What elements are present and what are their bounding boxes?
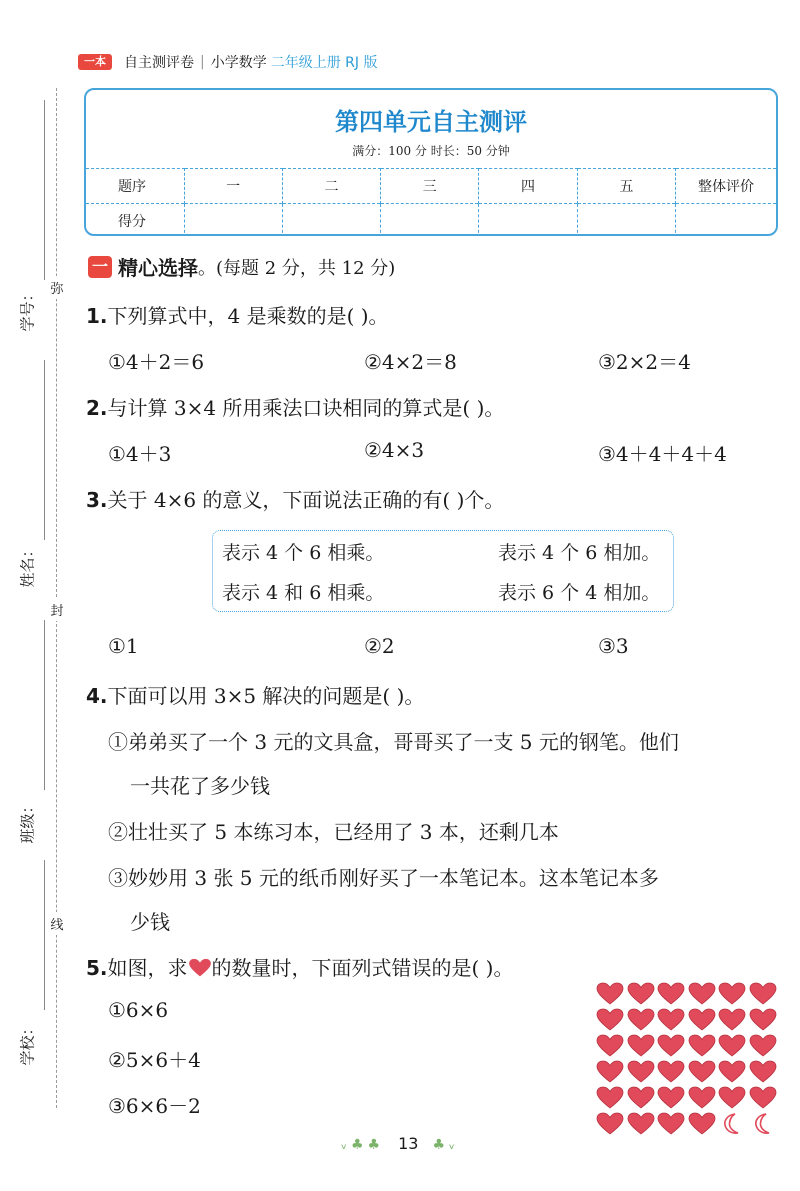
score-table-header-row [86,169,776,204]
question-2 [86,392,504,421]
heart-icon [688,1086,716,1110]
q2-option-2[interactable]: ②4×3 [364,438,425,462]
grade-label: 二年级上册 RJ 版 [270,55,378,71]
crescent-moon-icon [718,1112,746,1136]
heart-icon [657,1008,685,1032]
heart-icon [657,1086,685,1110]
q1-option-3[interactable]: ③2×2＝4 [598,350,691,374]
question-5 [86,952,513,981]
q2-option-1[interactable]: ①4＋3 [108,442,172,466]
page-number: 13 [398,1134,419,1153]
q2-option-3[interactable]: ③4＋4＋4＋4 [598,442,727,466]
score-cell-2[interactable] [282,204,380,237]
question-4 [86,680,424,709]
heart-icon [627,982,655,1006]
score-cell-5[interactable] [577,204,675,237]
heart-icon [718,1034,746,1058]
question-text: 与计算 3×4 所用乘法口诀相同的算式是( )。 [107,396,505,420]
section-header [88,252,395,281]
statement-1: 表示 4 个 6 相乘。 [222,542,385,564]
heart-icon [596,1086,624,1110]
heart-icon [657,1034,685,1058]
q3-option-2[interactable]: ②2 [364,634,395,658]
header-cell-overall: 整体评价 [676,169,777,204]
question-number: 2. [86,396,108,420]
header-divider: | [200,54,205,70]
question-text: 下列算式中，4 是乘数的是( )。 [107,304,389,328]
statement-2: 表示 4 个 6 相加。 [498,542,661,564]
question-number: 5. [86,956,108,980]
header-cell-order: 题序 [86,169,184,204]
heart-icon [627,1008,655,1032]
score-table [86,168,776,236]
brand-logo: 一本 [78,54,112,70]
bind-char-mi: 弥 [49,276,65,299]
heart-icon [718,1060,746,1084]
bind-char-feng: 封 [49,598,65,621]
q5-option-1[interactable]: ①6×6 [108,998,169,1022]
heart-icon [688,1060,716,1084]
question-number: 4. [86,684,108,708]
exam-subtitle: 满分：100 分 时长：50 分钟 [352,144,510,158]
bind-char-xian: 线 [49,912,65,935]
name-label: 姓名： [18,542,37,588]
heart-icon [627,1086,655,1110]
class-label: 班级： [18,798,37,844]
heart-icon [188,958,212,978]
q5-option-2[interactable]: ②5×6＋4 [108,1048,201,1072]
heart-icon [596,1060,624,1084]
sprout-decoration-right-icon: ♣ᵥ [432,1137,459,1153]
heart-icon [688,1034,716,1058]
exam-title: 第四单元自主测评 [335,108,527,136]
q3-option-1[interactable]: ①1 [108,634,139,658]
question-text: 下面可以用 3×5 解决的问题是( )。 [107,684,425,708]
heart-icon [688,982,716,1006]
heart-icon [749,1060,777,1084]
section-badge: 一 [88,256,112,278]
heart-icon [749,1034,777,1058]
header-cell-4: 四 [479,169,577,204]
question-number: 3. [86,488,108,512]
heart-icon [657,1112,685,1136]
section-note: 。(每题 2 分，共 12 分) [198,257,396,279]
statement-3: 表示 4 和 6 相乘。 [222,582,385,604]
heart-icon [627,1060,655,1084]
sprout-decoration-left-icon: ᵥ♣♣ [341,1137,385,1153]
heart-icon [718,1008,746,1032]
score-row-label: 得分 [86,204,184,237]
q5-option-3[interactable]: ③6×6－2 [108,1094,201,1118]
school-label: 学校： [18,1020,37,1066]
question-number: 1. [86,304,108,328]
student-id-line [44,100,45,280]
question-3 [86,484,504,513]
header-cell-2: 二 [282,169,380,204]
section-title: 精心选择 [118,256,198,280]
question-text-part-2: 的数量时，下面列式错误的是( )。 [211,956,514,980]
heart-icon [688,1008,716,1032]
heart-icon [657,982,685,1006]
heart-icon [596,1034,624,1058]
q3-option-3[interactable]: ③3 [598,634,629,658]
crescent-moon-icon [749,1112,777,1136]
heart-icon [749,1086,777,1110]
score-cell-overall[interactable] [676,204,777,237]
q4-option-3-line-2[interactable]: 少钱 [130,910,170,934]
subject-name: 小学数学 [210,55,267,71]
student-id-label: 学号： [18,286,37,332]
score-cell-3[interactable] [381,204,479,237]
heart-icon [718,1086,746,1110]
header-cell-1: 一 [184,169,282,204]
q4-option-3-line-1[interactable]: ③妙妙用 3 张 5 元的纸币刚好买了一本笔记本。这本笔记本多 [108,866,659,890]
school-line [44,860,45,1010]
heart-icon [657,1060,685,1084]
score-cell-1[interactable] [184,204,282,237]
score-cell-4[interactable] [479,204,577,237]
q1-option-2[interactable]: ②4×2＝8 [364,350,457,374]
exam-title-box [84,88,778,236]
header-cell-3: 三 [381,169,479,204]
q4-option-1-line-1[interactable]: ①弟弟买了一个 3 元的文具盒，哥哥买了一支 5 元的钢笔。他们 [108,730,679,754]
heart-icon [596,1112,624,1136]
series-name: 自主测评卷 [124,55,194,71]
heart-icon [688,1112,716,1136]
heart-icon [749,982,777,1006]
q4-option-1-line-2[interactable]: 一共花了多少钱 [130,774,270,798]
page-footer [0,1134,800,1153]
score-table-score-row [86,204,776,237]
heart-icon [627,1112,655,1136]
heart-icon [718,982,746,1006]
header-cell-5: 五 [577,169,675,204]
question-text: 关于 4×6 的意义，下面说法正确的有( )个。 [107,488,505,512]
q1-option-1[interactable]: ①4＋2＝6 [108,350,205,374]
heart-icon [749,1008,777,1032]
heart-icon [596,1008,624,1032]
heart-icon [627,1034,655,1058]
q4-option-2[interactable]: ②壮壮买了 5 本练习本，已经用了 3 本，还剩几本 [108,820,559,844]
question-1 [86,300,389,329]
page-header [78,52,377,72]
class-line [44,620,45,790]
name-line [44,360,45,540]
statement-4: 表示 6 个 4 相加。 [498,582,661,604]
heart-icon [596,982,624,1006]
question-text-part-1: 如图，求 [107,956,188,980]
